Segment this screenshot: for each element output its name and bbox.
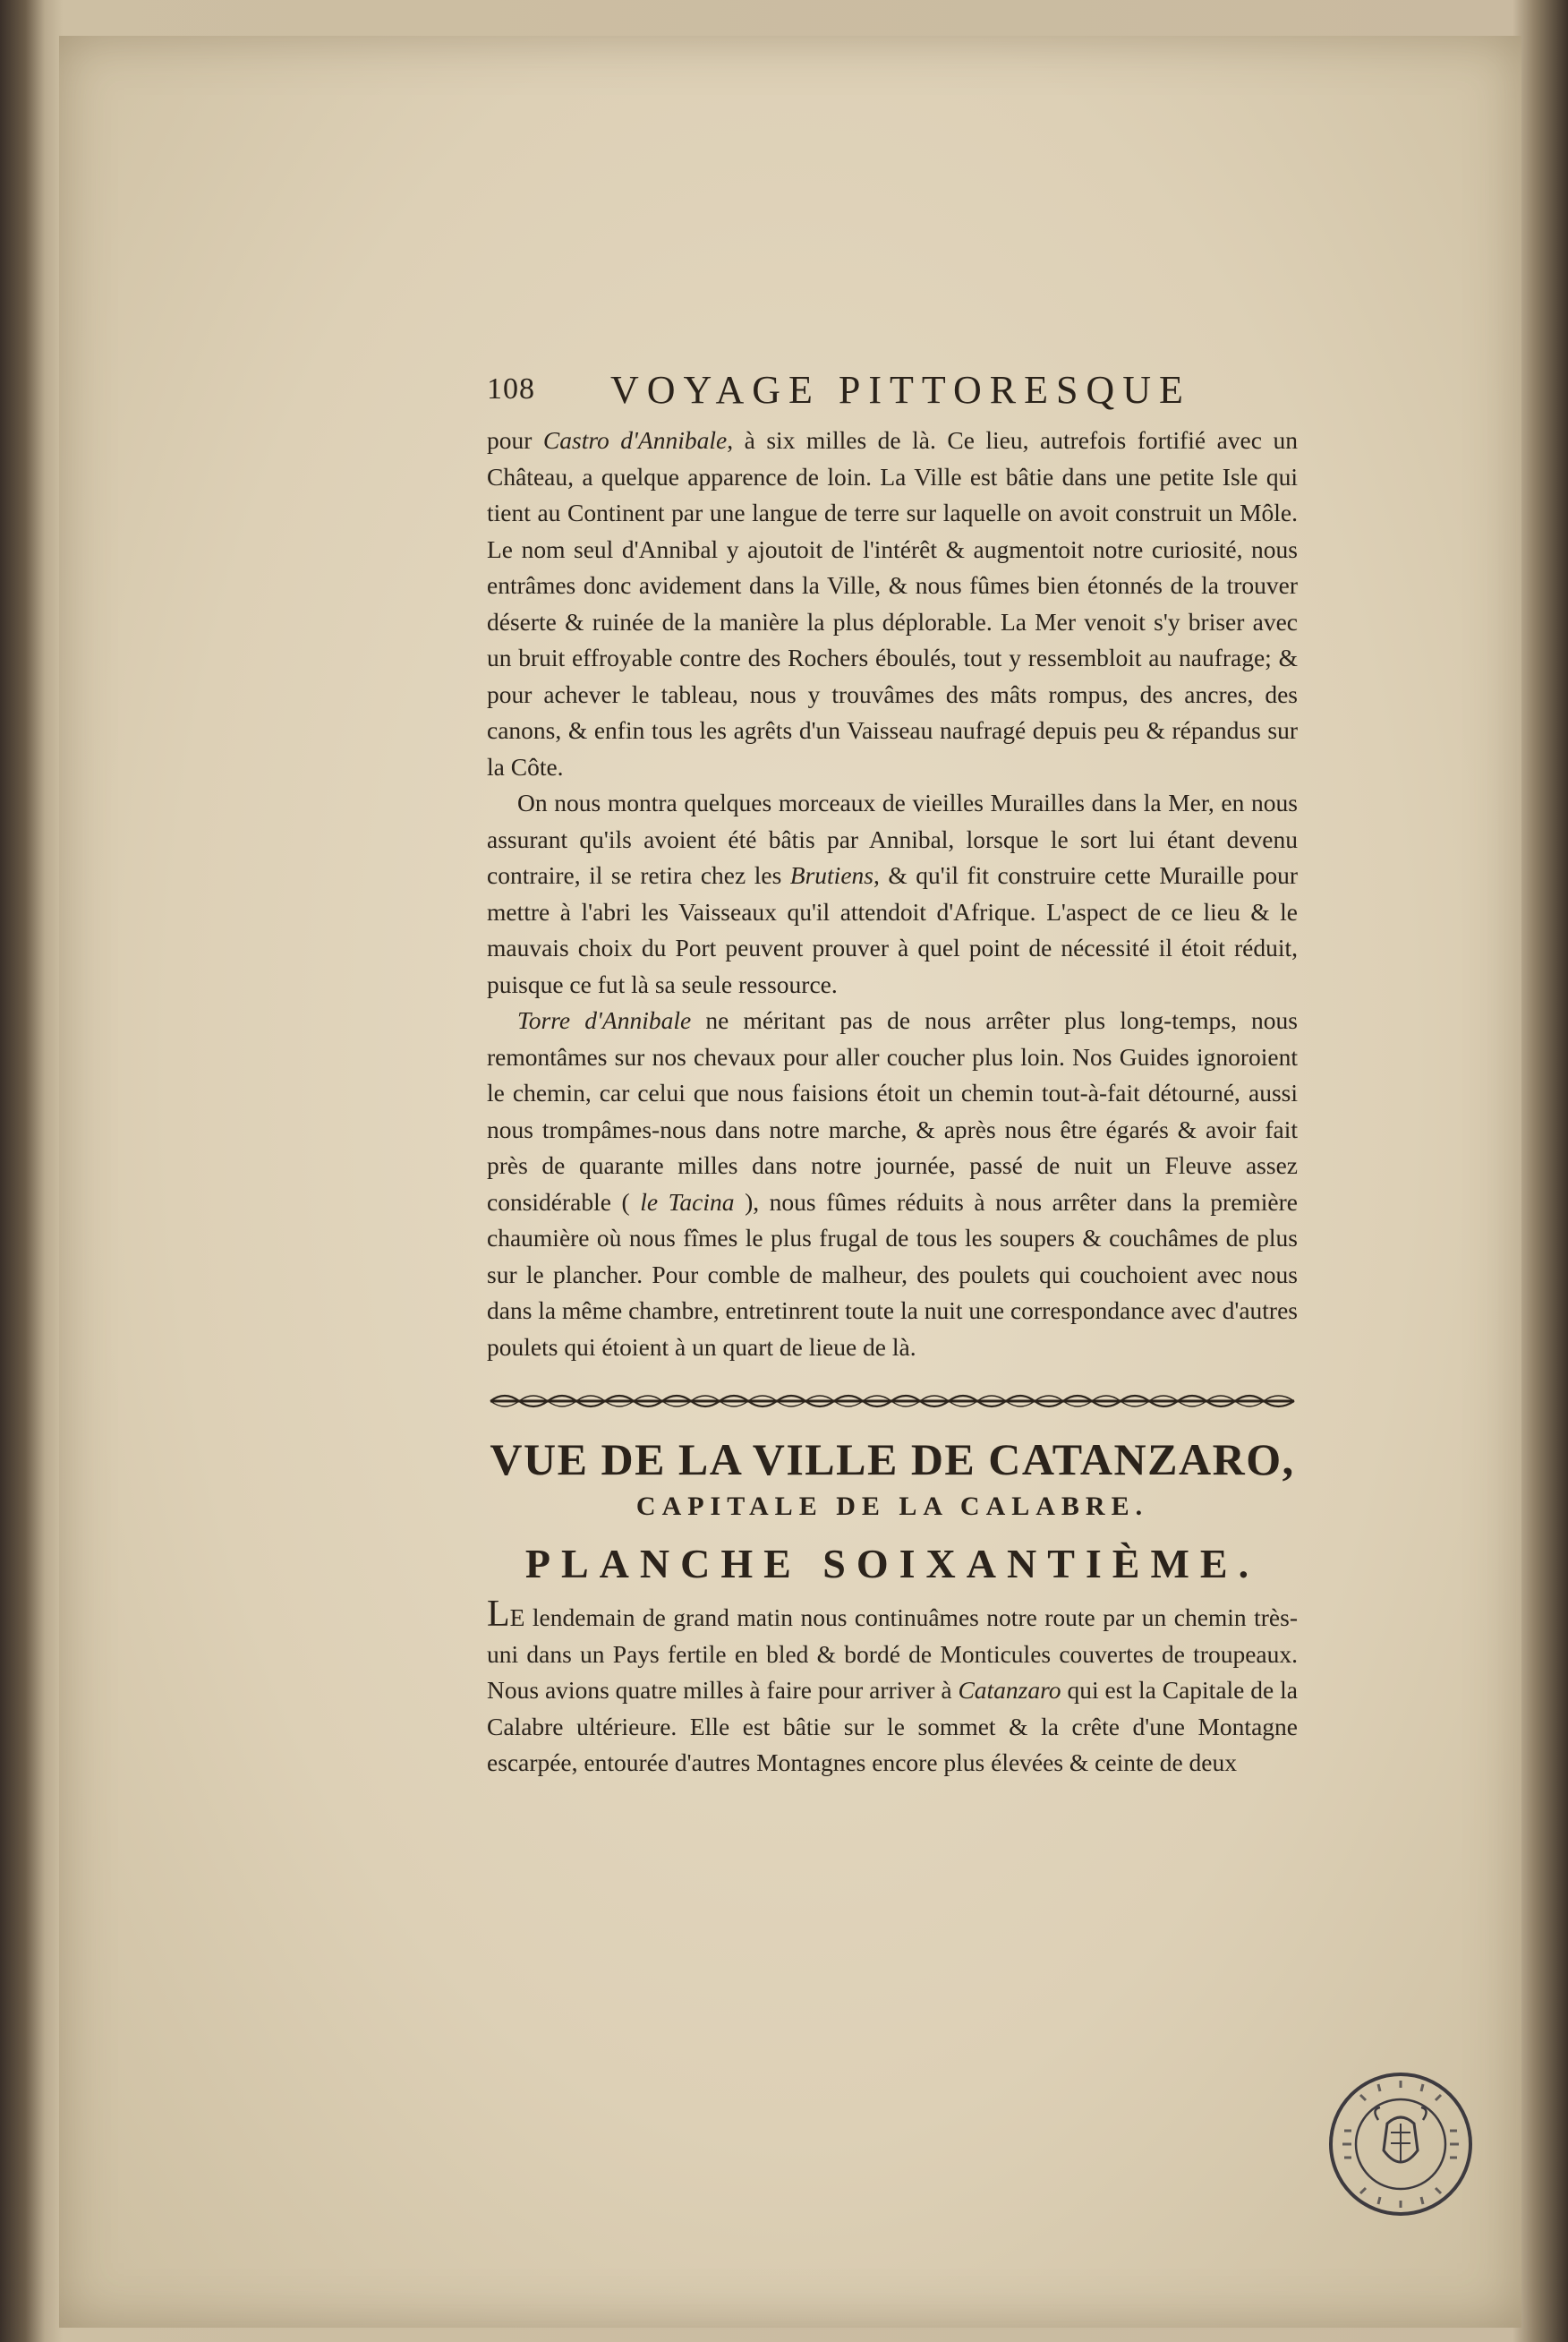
running-head xyxy=(487,367,1298,423)
place-name: Castro d'Annibale xyxy=(542,426,728,454)
paragraph-text: On nous montra quelques morceaux de vieilles Murailles dans la Mer, en nous assurant qu'ils avoient été bâtis par Annibal, lorsque le sort lui étant devenu contraire, il se retira chez les xyxy=(487,789,1298,889)
paragraph-text: , & qu'il fit construire cette Muraille pour mettre à l'abri les Vaisseaux qu'il attendoit d'Afrique. L'aspect de ce lieu & le mauvais choix du Port peuvent prouver à quel point de nécessité il étoit réduit, puisque ce fut là sa seule ressource. xyxy=(487,861,1298,998)
river-name: le Tacina xyxy=(640,1187,735,1216)
paragraph-text: , à six milles de là. Ce lieu, autrefois fortifié avec un Château, a quelque apparence de loin. La Ville est bâtie dans une petite Isle qui tient au Continent par une langue de terre sur laquelle on avoit construit un Môle. Le nom seul d'Annibal y ajoutoit de l'intérêt & augmentoit notre curiosité, nous entrâmes donc avidement dans la Ville, & nous fûmes bien étonnés de la trouver déserte & ruinée de la manière la plus déplorable. La Mer venoit s'y briser avec un bruit effroyable contre des Rochers éboulés, tout y ressembloit au naufrage; & pour achever le tableau, nous y trouvâmes des mâts rompus, des ancres, des canons, & enfin tous les agrêts d'un Vaisseau naufragé depuis peu & répandus sur la Côte. xyxy=(487,426,1298,781)
paragraph-2 xyxy=(487,785,1298,1003)
paragraph-text: pour xyxy=(487,426,543,454)
paragraph-text: E lendemain de grand matin nous continuâmes notre route par un chemin très-uni dans un Pays fertile en bled & bordé de Monticules couvertes de troupeaux. Nous avions quatre milles à faire pour arriver à xyxy=(487,1603,1298,1704)
section-subhead: CAPITALE DE LA CALABRE. xyxy=(635,1492,1149,1521)
paragraph-4 xyxy=(487,1594,1298,1782)
text-block xyxy=(487,367,1298,1782)
page-number: 108 xyxy=(487,372,535,406)
library-stamp xyxy=(1325,2068,1477,2220)
paragraph-text: ne méritant pas de nous arrêter plus long-temps, nous remontâmes sur nos chevaux pour aller coucher plus loin. Nos Guides ignoroient le chemin, car celui que nous faisions étoit un chemin tout-à-fait détourné, aussi nous trompâmes-nous dans notre marche, & après nous être égarés & avoir fait près de quarante milles dans notre journée, passé de nuit un Fleuve assez considérable ( xyxy=(487,1006,1298,1216)
drop-cap: L xyxy=(487,1594,510,1635)
paragraph-3 xyxy=(487,1003,1298,1365)
paragraph-text: ), nous fûmes réduits à nous arrêter dans la première chaumière où nous fîmes le plus frugal de tous les soupers & couchâmes de plus sur le plancher. Pour comble de malheur, des poulets qui couchoient avec nous dans la même chambre, entretinrent toute la nuit une correspondance avec d'autres poulets qui étoient à un quart de lieue de là. xyxy=(487,1187,1299,1361)
paragraph-text: qui est la Capitale de la Calabre ultérieure. Elle est bâtie sur le sommet & la crête d'une Montagne escarpée, entourée d'autres Montagnes encore plus élevées & ceinte de deux xyxy=(487,1676,1298,1776)
place-name: Torre d'Annibale xyxy=(517,1006,692,1034)
plate-title: PLANCHE SOIXANTIÈME. xyxy=(524,1541,1260,1586)
people-name: Brutiens xyxy=(789,861,873,889)
ornamental-rule xyxy=(487,1389,1298,1414)
paragraph-1 xyxy=(487,423,1298,785)
section-headline: VUE DE LA VILLE DE CATANZARO, xyxy=(490,1434,1295,1484)
place-name: Catanzaro xyxy=(958,1676,1061,1704)
running-title: VOYAGE PITTORESQUE xyxy=(610,368,1191,412)
